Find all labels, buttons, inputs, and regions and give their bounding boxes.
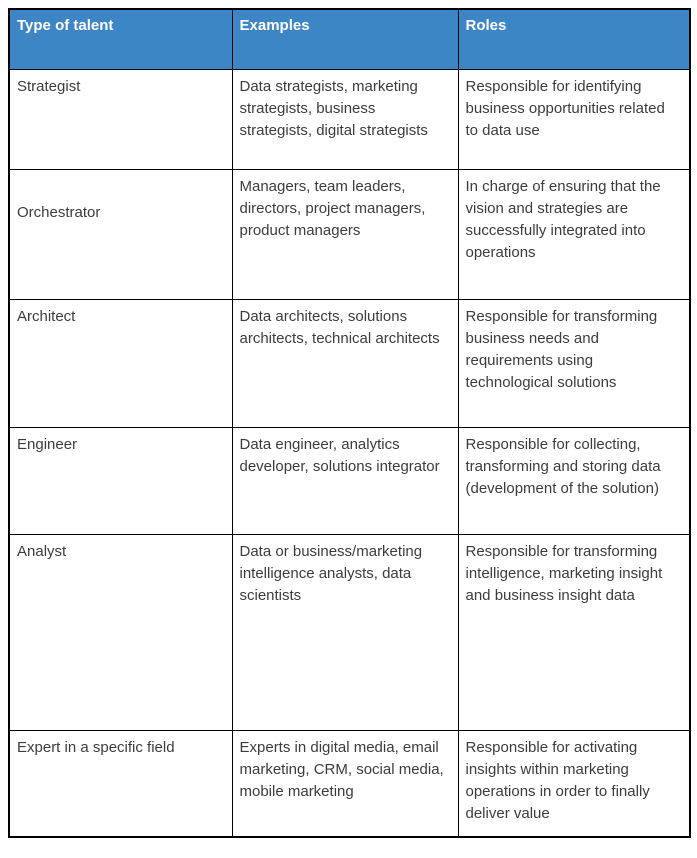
cell-examples: Data engineer, analytics developer, solutions integrator <box>232 427 458 534</box>
cell-roles: Responsible for collecting, transforming and storing data (development of the solution) <box>458 427 690 534</box>
table-row-strategist <box>9 69 690 169</box>
column-header-examples: Examples <box>232 9 458 69</box>
cell-type-of-talent: Strategist <box>9 69 232 169</box>
cell-roles: Responsible for transforming intelligence, marketing insight and business insight data <box>458 534 690 730</box>
column-header-roles: Roles <box>458 9 690 69</box>
cell-type-of-talent: Expert in a specific field <box>9 730 232 837</box>
cell-roles: In charge of ensuring that the vision and strategies are successfully integrated into operations <box>458 169 690 299</box>
cell-type-of-talent: Analyst <box>9 534 232 730</box>
talent-types-table <box>8 8 691 838</box>
cell-roles: Responsible for activating insights within marketing operations in order to finally deliver value <box>458 730 690 837</box>
cell-roles: Responsible for identifying business opportunities related to data use <box>458 69 690 169</box>
cell-examples: Managers, team leaders, directors, project managers, product managers <box>232 169 458 299</box>
table-row-expert <box>9 730 690 837</box>
cell-type-of-talent: Architect <box>9 299 232 427</box>
table-header-row <box>9 9 690 69</box>
cell-examples: Experts in digital media, email marketing, CRM, social media, mobile marketing <box>232 730 458 837</box>
table-row-analyst <box>9 534 690 730</box>
table-row-architect <box>9 299 690 427</box>
column-header-type-of-talent: Type of talent <box>9 9 232 69</box>
cell-roles: Responsible for transforming business needs and requirements using technological solutions <box>458 299 690 427</box>
cell-examples: Data strategists, marketing strategists, business strategists, digital strategists <box>232 69 458 169</box>
cell-type-of-talent: Engineer <box>9 427 232 534</box>
cell-examples: Data or business/marketing intelligence analysts, data scientists <box>232 534 458 730</box>
table-row-orchestrator <box>9 169 690 299</box>
cell-examples: Data architects, solutions architects, technical architects <box>232 299 458 427</box>
cell-type-of-talent: Orchestrator <box>9 169 232 299</box>
table-row-engineer <box>9 427 690 534</box>
